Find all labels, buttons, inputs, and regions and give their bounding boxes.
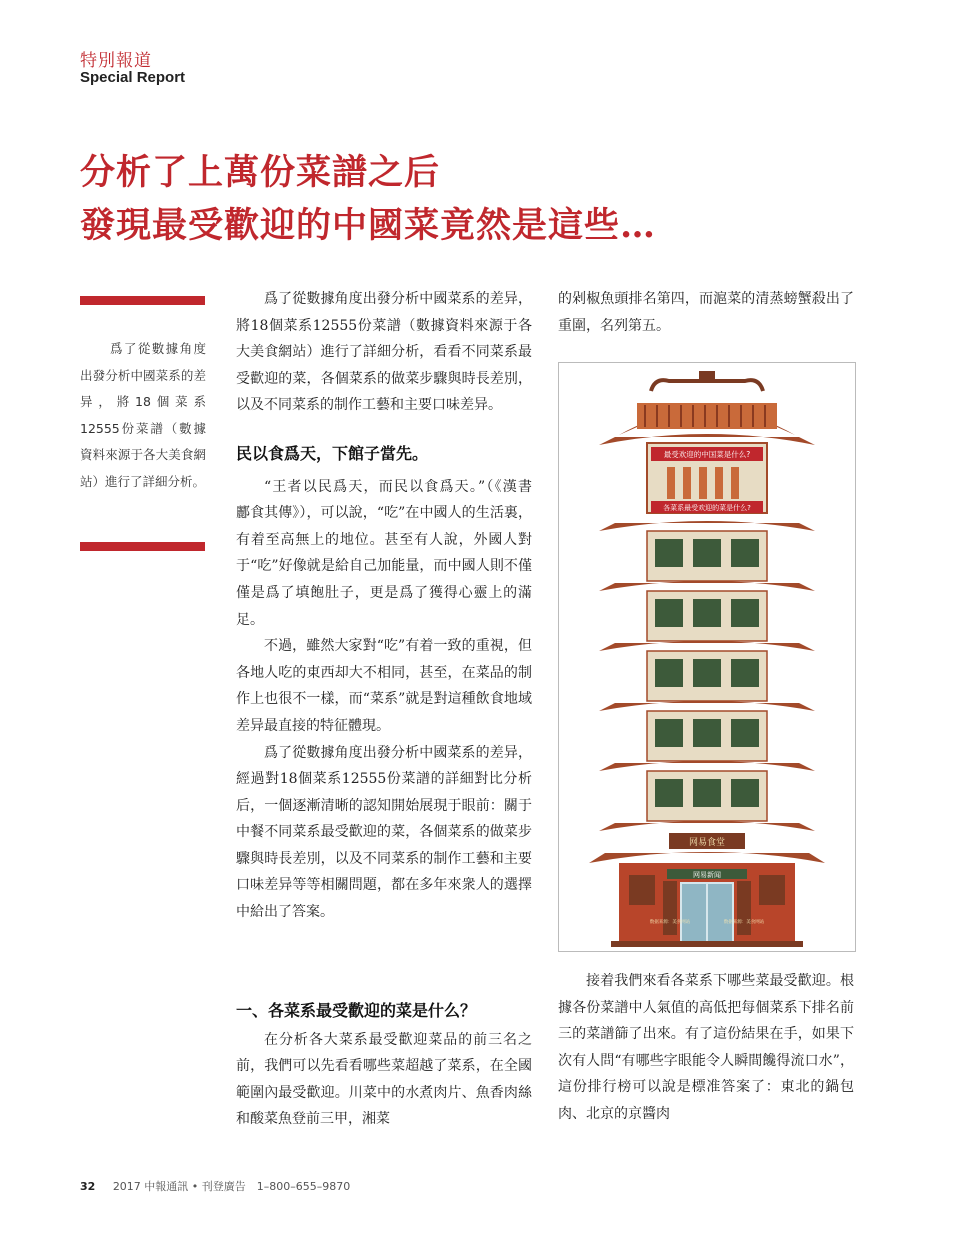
figure-sign-door: 网易新闻 <box>693 871 721 879</box>
figure-door-left: 数据来源：美食网站 <box>649 920 691 925</box>
pull-quote-bottom-rule <box>80 542 205 551</box>
subheading-1: 民以食爲天，下館子當先。 <box>236 443 429 463</box>
section-label-en: Special Report <box>80 69 186 86</box>
footer-text: 2017 中報通訊 • 刊登廣告 1–800–655–9870 <box>112 1180 351 1193</box>
paragraph-4: 爲了從數據角度出發分析中國菜系的差异，經過對18個菜系12555份菜譜的詳細對比分析后，一個逐漸清晰的認知開始展現于眼前：關于中餐不同菜系最受歡迎的菜，各個菜系的做菜步驟與時長差別，以及不同菜系的制作工藝和主要口味差异等等相關問題，都在多年來衆人的選擇中給出了答案。 <box>236 744 532 921</box>
pull-quote-text: 爲了從數據角度出發分析中國菜系的差异，將18個菜系12555份菜譜（數據資料來源于各大美食網站）進行了詳細分析。 <box>80 341 206 489</box>
figure-door-right: 数据来源：美食网站 <box>723 920 765 925</box>
paragraph-3: 不過，雖然大家對“吃”有着一致的重視，但各地人吃的東西却大不相同，甚至，在菜品的制作上也很不一樣，而“菜系”就是對這種飲食地域差异最直接的特征體現。 <box>236 638 532 734</box>
article-column-a <box>236 286 546 926</box>
section-label-zh: 特別報道 <box>80 51 152 71</box>
pagoda-floors <box>599 521 815 831</box>
pagoda-illustration <box>559 363 855 951</box>
paragraph-5: 在分析各大菜系最受歡迎菜品的前三名之前，我們可以先看看哪些菜超越了菜系，在全國範圍內最受歡迎。川菜中的水煮肉片、魚香肉絲和酸菜魚登前三甲，湘菜 <box>236 1031 532 1128</box>
figure-banner-mid: 各菜系最受欢迎的菜是什么? <box>663 504 751 512</box>
article-column-b <box>236 998 532 1133</box>
subheading-2: 一、各菜系最受歡迎的菜是什么？ <box>236 1001 477 1020</box>
paragraph-continued: 的剁椒魚頭排名第四，而滬菜的清蒸螃蟹殺出了重圍，名列第五。 <box>558 291 854 334</box>
article-column-c <box>558 286 854 339</box>
figure-banner-top: 最受欢迎的中国菜是什么? <box>663 450 751 459</box>
article-column-d <box>558 968 854 1128</box>
pull-quote-top-rule <box>80 296 205 305</box>
paragraph-2: “王者以民爲天，而民以食爲天。”（《漢書 酈食其傳》），可以說，“吃”在中國人的生活裏，有着至高無上的地位。甚至有人說，外國人對于“吃”好像就是給自己加能量，而中國人則不僅僅是爲了填飽肚子，更是爲了獲得心靈上的滿足。 <box>236 478 546 628</box>
paragraph-6: 接着我們來看各菜系下哪些菜最受歡迎。根據各份菜譜中人氣值的高低把每個菜系下排名前三的菜譜篩了出來。有了這份結果在手，如果下次有人問“有哪些字眼能令人瞬間饞得流口水”，這份排行榜可以說是標准答案了：東北的鍋包肉、北京的京醬肉 <box>558 973 854 1122</box>
figure-sign-bottom: 网易食堂 <box>688 838 726 848</box>
headline-line-1: 分析了上萬份菜譜之后 <box>80 152 441 193</box>
pull-quote <box>80 336 206 495</box>
paragraph-intro: 爲了從數據角度出發分析中國菜系的差异，將18個菜系12555份菜譜（數據資料來源于各大美食網站）進行了詳細分析，看看不同菜系最受歡迎的菜，各個菜系的做菜步驟與時長差別，以及不同菜系的制作工藝和主要口味差异。 <box>236 291 532 414</box>
page-number: 32 <box>80 1180 96 1193</box>
headline-line-2: 發現最受歡迎的中國菜竟然是這些… <box>80 205 657 246</box>
page-footer <box>80 1178 350 1194</box>
infographic-figure <box>558 362 856 952</box>
